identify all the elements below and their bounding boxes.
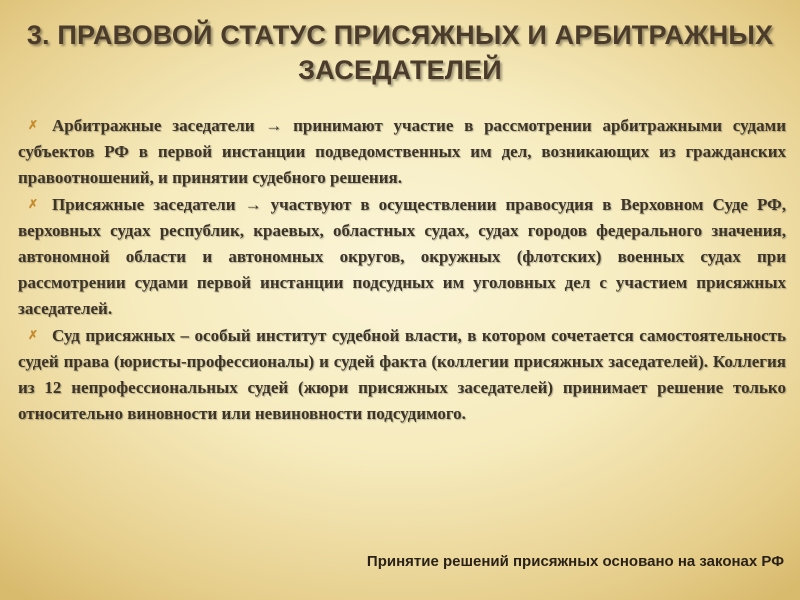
slide-title-line-1: 3. ПРАВОВОЙ СТАТУС ПРИСЯЖНЫХ И АРБИТРАЖНЫХ (26, 20, 774, 50)
bullet-item-arbitration-assessors (18, 112, 786, 191)
bullet-list (18, 112, 786, 427)
slide-title-line-2: ЗАСЕДАТЕЛЕЙ (298, 55, 502, 85)
x-mark-icon: ✗ (28, 328, 39, 342)
slide-title (20, 18, 780, 88)
bullet-item-jurors (18, 191, 786, 322)
bullet-text: Присяжные заседатели → участвуют в осуществлении правосудия в Верховном Суде РФ, верховных судах республик, краевых, областных судах, судах городов федерального значения, автономной области и автономных округов, окружных (флотских) военных судах при рассмотрении судами первой инстанции подсудных им уголовных дел с участием присяжных заседателей. (18, 195, 786, 318)
bullet-item-jury-court (18, 322, 786, 427)
x-mark-icon: ✗ (28, 197, 39, 211)
bullet-text: Суд присяжных – особый институт судебной власти, в котором сочетается самостоятельность судей права (юристы-профессионалы) и судей факта (коллегии присяжных заседателей). Коллегия из 12 непрофессиональных судей (жюри присяжных заседателей) принимает решение только относительно виновности или невиновности подсудимого. (18, 326, 786, 423)
x-mark-icon: ✗ (28, 118, 39, 132)
bullet-text: Арбитражные заседатели → принимают участие в рассмотрении арбитражными судами субъектов РФ в первой инстанции подведомственных им дел, возникающих из гражданских правоотношений, и принятии судебного решения. (18, 116, 786, 187)
footer-note: Принятие решений присяжных основано на законах РФ (366, 553, 784, 570)
